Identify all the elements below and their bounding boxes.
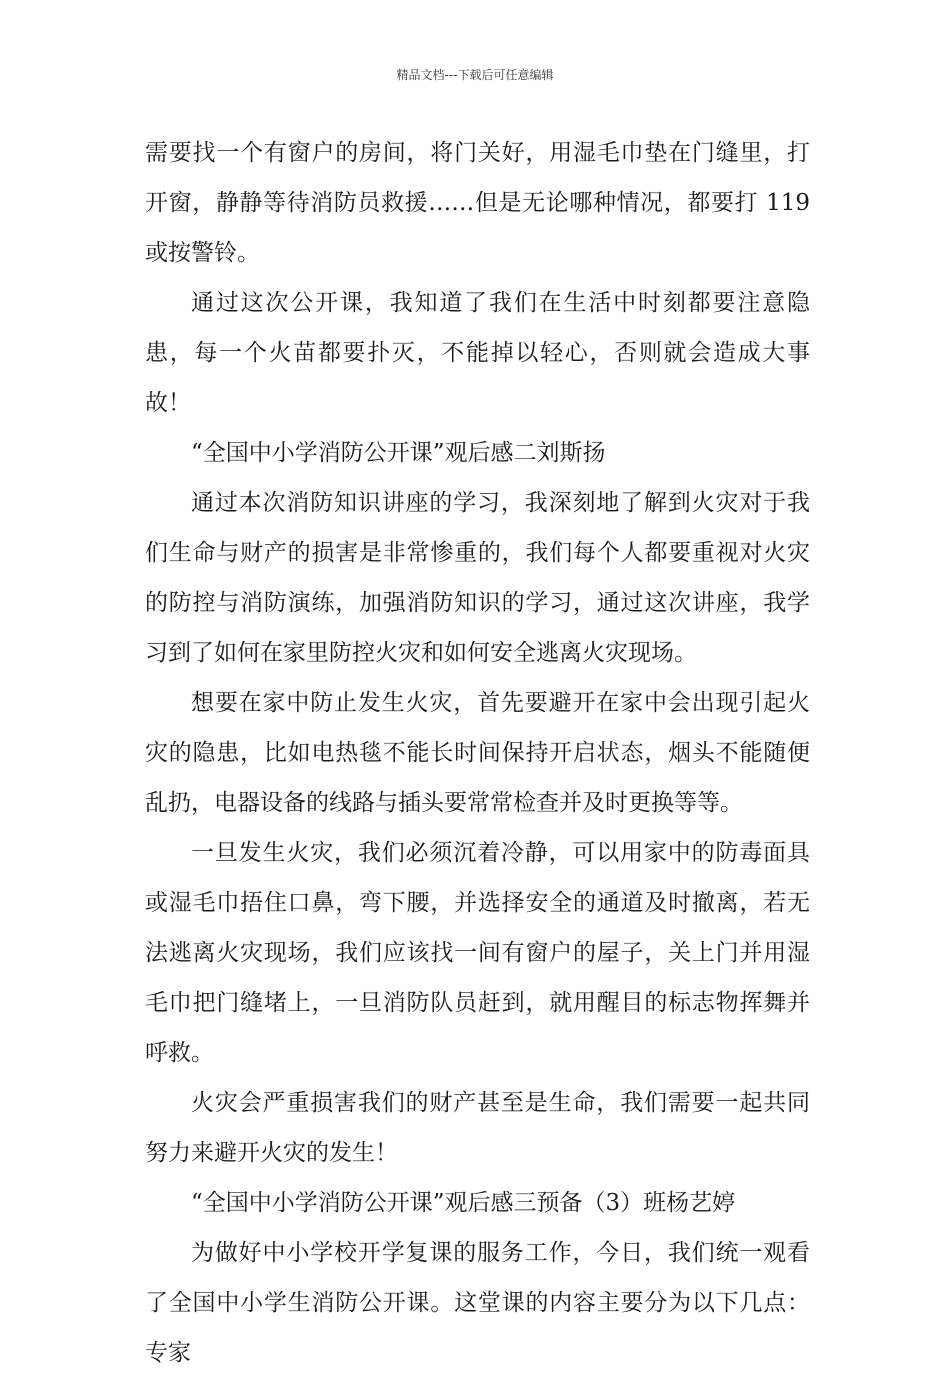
paragraph: 通过本次消防知识讲座的学习，我深刻地了解到火灾对于我们生命与财产的损害是非常惨重的，我们每个人都要重视对火灾的防控与消防演练，加强消防知识的学习，通过这次讲座，我学习到了如何在家里防控火灾和如何安全逃离火灾现场。 [145,490,810,666]
paragraph: 通过这次公开课，我知道了我们在生活中时刻都要注意隐患，每一个火苗都要扑灭，不能掉以轻心，否则就会造成大事故！ [145,290,810,416]
page-header: 精品文档---下载后可任意编辑 [396,68,554,82]
paragraph: 火灾会严重损害我们的财产甚至是生命，我们需要一起共同努力来避开火灾的发生！ [145,1090,810,1166]
paragraph: 一旦发生火灾，我们必须沉着冷静，可以用家中的防毒面具或湿毛巾捂住口鼻，弯下腰，并选择安全的通道及时撤离，若无法逃离火灾现场，我们应该找一间有窗户的屋子，关上门并用湿毛巾把门缝堵上，一旦消防队员赶到，就用醒目的标志物挥舞并呼救。 [145,840,810,1066]
document-body [145,128,810,1378]
section-title: “全国中小学消防公开课”观后感三预备（3）班杨艺婷 [191,1190,736,1216]
paragraph: 需要找一个有窗户的房间，将门关好，用湿毛巾垫在门缝里，打开窗，静静等待消防员救援……但是无论哪种情况，都要打 119 或按警铃。 [145,140,810,266]
paragraph: 想要在家中防止发生火灾，首先要避开在家中会出现引起火灾的隐患，比如电热毯不能长时间保持开启状态，烟头不能随便乱扔，电器设备的线路与插头要常常检查并及时更换等等。 [145,690,810,816]
section-title: “全国中小学消防公开课”观后感二刘斯扬 [191,440,606,466]
paragraph: 为做好中小学校开学复课的服务工作，今日，我们统一观看了全国中小学生消防公开课。这堂课的内容主要分为以下几点：专家 [145,1240,810,1366]
